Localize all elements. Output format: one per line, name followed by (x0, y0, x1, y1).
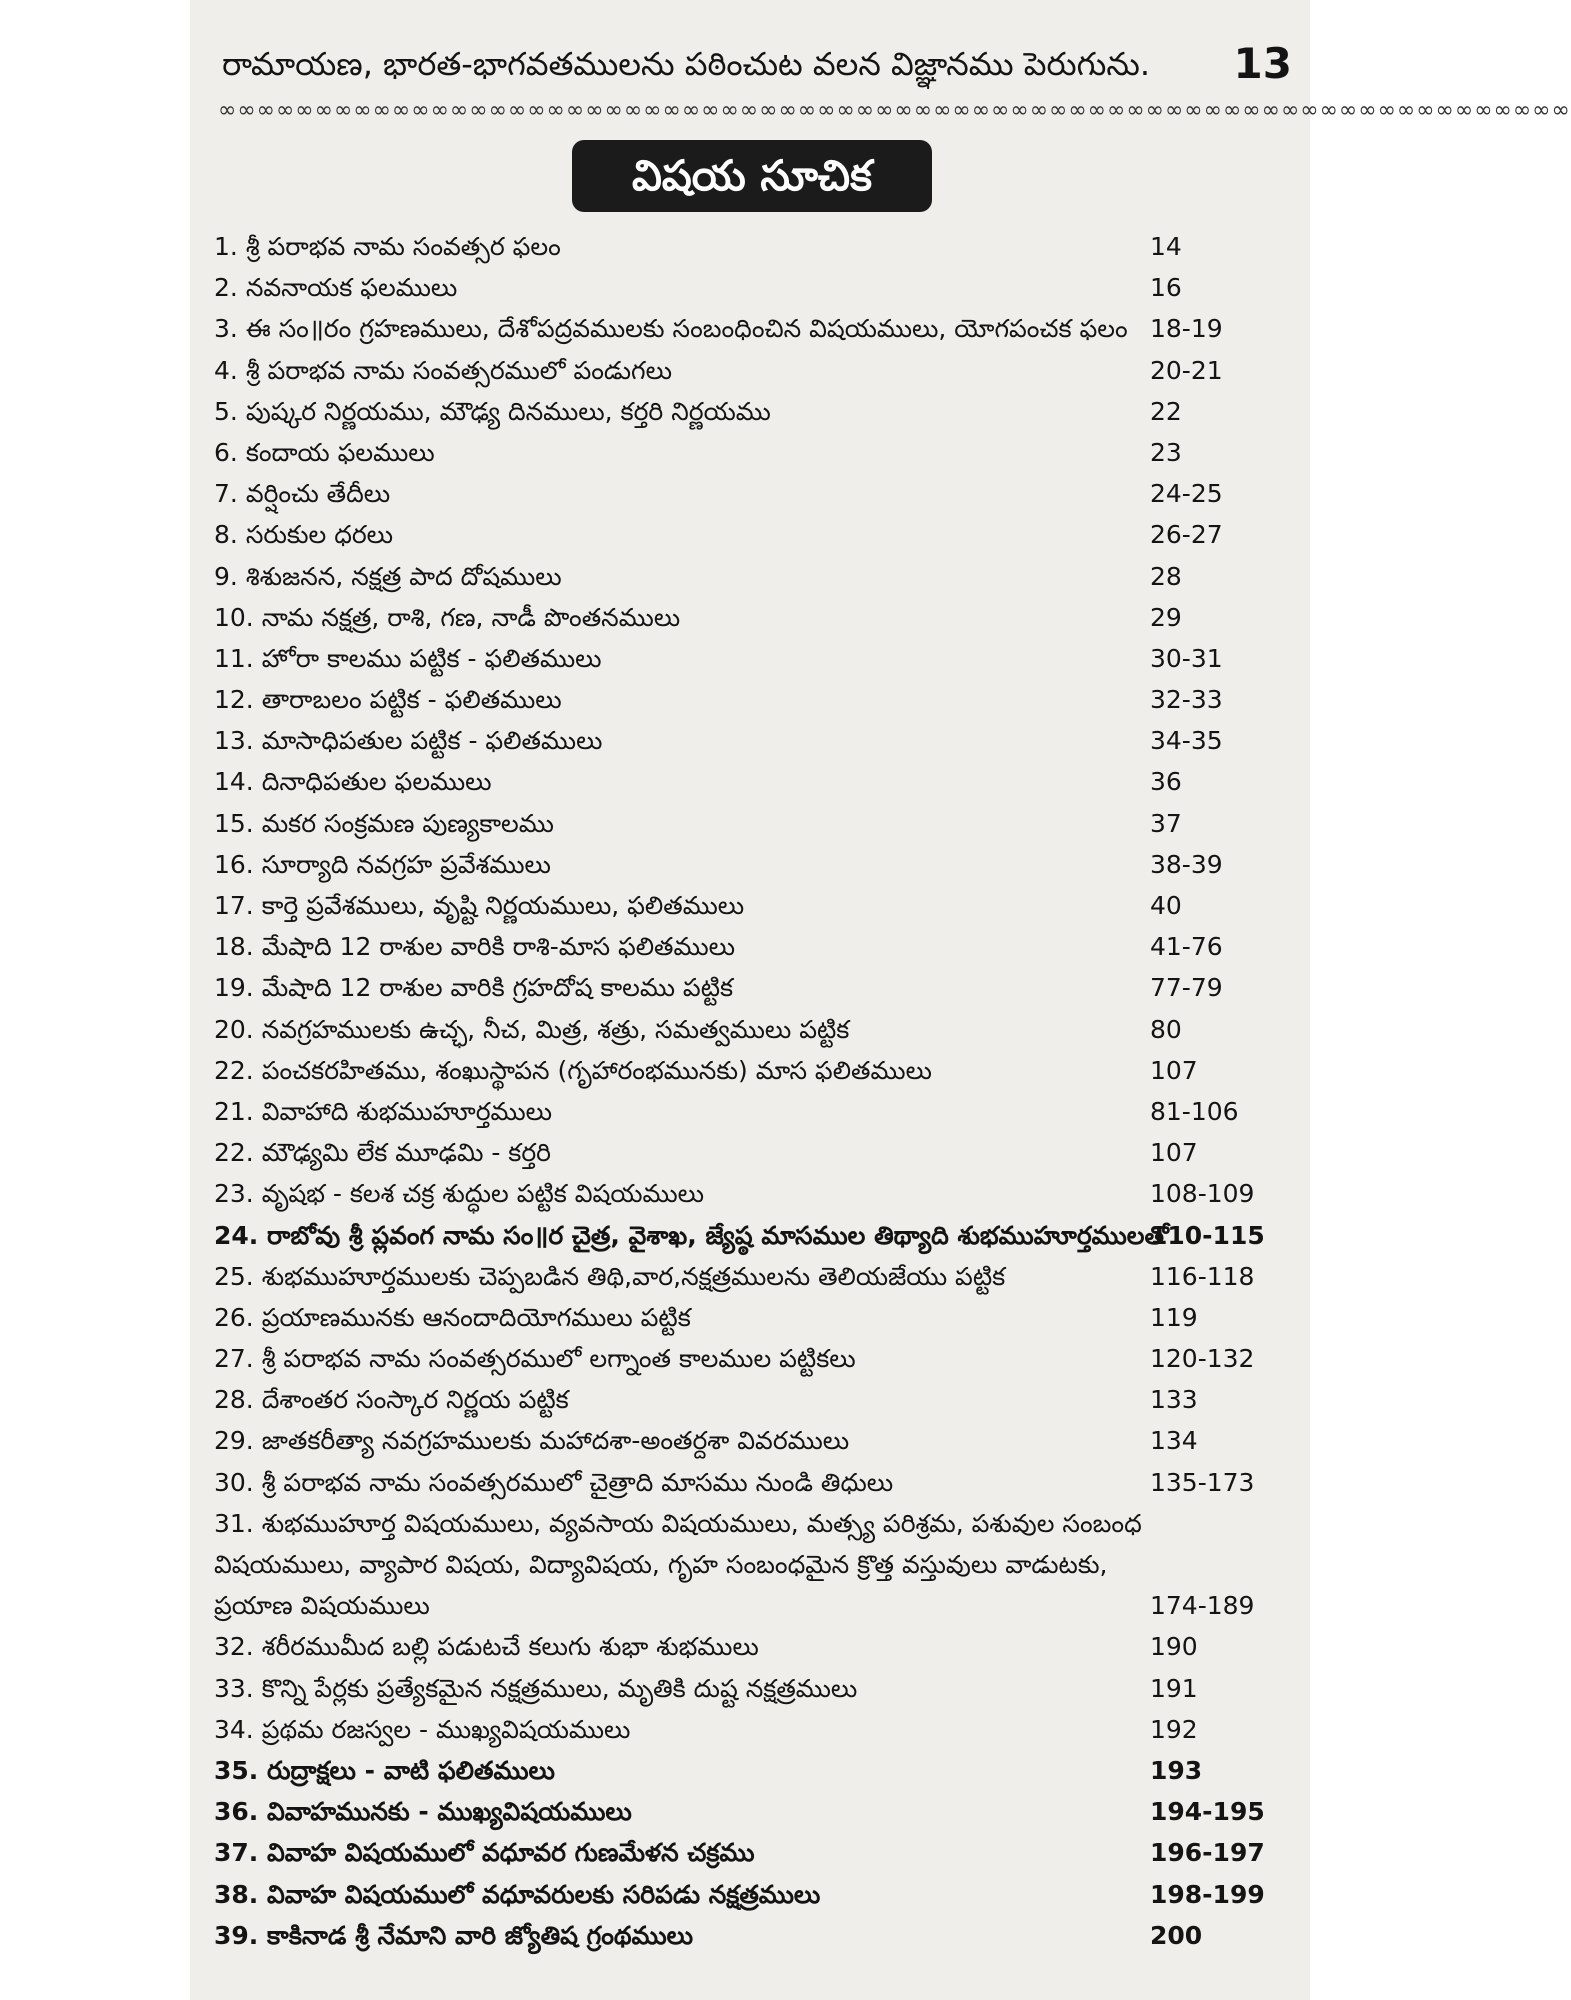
toc-entry-page: 28 (1150, 561, 1182, 591)
toc-entry (214, 514, 1144, 555)
toc-entry-number: 25. (214, 1261, 254, 1291)
toc-entry-title: రాబోవు శ్రీ ప్లవంగ నామ సం॥ర చైత్ర, వైశాఖ, జ్యేష్ఠ మాసముల తిథ్యాది శుభముహూర్తములతో (267, 1220, 1169, 1250)
toc-entry-number: 19. (214, 973, 254, 1003)
toc-entry-title: మౌఢ్యమి లేక మూఢమి - కర్తరి (261, 1138, 552, 1168)
toc-entry-number: 18. (214, 932, 254, 962)
toc-row (214, 1379, 1290, 1420)
toc-entry-page: 34-35 (1150, 726, 1223, 756)
toc-row (214, 885, 1290, 926)
toc-entry-number: 34. (214, 1714, 254, 1744)
toc-entry-number: 15. (214, 808, 254, 838)
toc-entry-title: శ్రీ పరాభవ నామ సంవత్సరములో పండుగలు (245, 355, 673, 385)
toc-row (214, 597, 1290, 638)
toc-entry-number: 3. (214, 314, 238, 344)
toc-entry-number: 5. (214, 396, 238, 426)
toc-entry-title: వివాహమునకు - ముఖ్యవిషయములు (267, 1797, 632, 1827)
toc-entry-page: 30-31 (1150, 643, 1223, 673)
toc-entry-page: 22 (1150, 396, 1182, 426)
toc-row (214, 350, 1290, 391)
toc-entry-title: తారాబలం పట్టిక - ఫలితములు (261, 685, 562, 715)
toc-entry-page: 190 (1150, 1632, 1198, 1662)
toc-row (214, 1832, 1290, 1873)
toc-entry-number: 26. (214, 1302, 254, 1332)
toc-entry-title: జాతకరీత్యా నవగ్రహములకు మహాదశా-అంతర్దశా వివరములు (261, 1426, 850, 1456)
toc-entry (214, 967, 1144, 1008)
toc-row (214, 1503, 1290, 1627)
toc-entry-number: 28. (214, 1385, 254, 1415)
toc-entry-title: కందాయ ఫలములు (245, 437, 435, 467)
toc-entry-page: 20-21 (1150, 355, 1223, 385)
toc-entry-title: శ్రీ పరాభవ నామ సంవత్సరములో చైత్రాది మాసము నుండి తిధులు (261, 1467, 894, 1497)
toc-entry (214, 1338, 1144, 1379)
toc-entry-title: శుభముహూర్తములకు చెప్పబడిన తిథి,వార,నక్షత్రములను తెలియజేయు పట్టిక (261, 1261, 1006, 1291)
toc-entry-page: 14 (1150, 232, 1182, 261)
toc-entry-number: 24. (214, 1220, 259, 1250)
toc-entry-page: 23 (1150, 437, 1182, 467)
toc-entry-page: 32-33 (1150, 685, 1223, 715)
toc-entry-page: 193 (1150, 1755, 1203, 1785)
toc-entry (214, 473, 1144, 514)
toc-entry-number: 27. (214, 1344, 254, 1374)
toc-entry (214, 1668, 1144, 1709)
toc-entry-page: 41-76 (1150, 932, 1223, 962)
toc-row (214, 1256, 1290, 1297)
toc-entry-page: 133 (1150, 1385, 1198, 1415)
toc-entry-number: 1. (214, 232, 238, 261)
toc-row (214, 1338, 1290, 1379)
toc-entry-number: 36. (214, 1797, 259, 1827)
toc-entry (214, 1915, 1144, 1956)
toc-entry-title: మేషాది 12 రాశుల వారికి రాశి-మాస ఫలితములు (261, 932, 735, 962)
toc-entry (214, 1297, 1144, 1338)
toc-row (214, 1050, 1290, 1091)
toc-row (214, 1626, 1290, 1667)
toc-row (214, 1668, 1290, 1709)
toc-entry-number: 32. (214, 1632, 254, 1662)
toc-entry (214, 885, 1144, 926)
toc-entry-number: 22. (214, 1138, 254, 1168)
toc-row (214, 1874, 1290, 1915)
toc-entry-number: 6. (214, 437, 238, 467)
toc-entry-page: 135-173 (1150, 1467, 1255, 1497)
toc-row (214, 308, 1290, 349)
toc-row (214, 391, 1290, 432)
toc-entry-page: 18-19 (1150, 314, 1223, 344)
toc-entry-number: 7. (214, 479, 238, 509)
toc-entry-title: సూర్యాది నవగ్రహ ప్రవేశములు (261, 849, 551, 879)
toc-row (214, 926, 1290, 967)
toc-entry-title: శుభముహూర్త విషయములు, వ్యవసాయ విషయములు, మత్స్య పరిశ్రమ, పశువుల సంబంధ విషయములు, వ్యాపార విషయ, విద్యావిషయ, గృహ సంబంధమైన క్రొత్త వస్తువులు వాడుటకు, ప్రయాణ విషయములు (214, 1508, 1142, 1621)
toc-entry-page: 37 (1150, 808, 1182, 838)
toc-entry-title: ప్రయాణమునకు ఆనందాదియోగములు పట్టిక (261, 1302, 691, 1332)
toc-entry (214, 1215, 1169, 1256)
toc-row (214, 803, 1290, 844)
toc-entry-number: 8. (214, 520, 238, 550)
toc-row (214, 432, 1290, 473)
toc-entry-title: పుష్కర నిర్ణయము, మౌఢ్య దినములు, కర్తరి నిర్ణయము (245, 396, 771, 426)
toc-row (214, 1297, 1290, 1338)
toc-entry-page: 24-25 (1150, 479, 1223, 509)
toc-entry-number: 29. (214, 1426, 254, 1456)
toc-entry (214, 1462, 1144, 1503)
toc-entry-page: 38-39 (1150, 849, 1223, 879)
toc-entry-title: ప్రథమ రజస్వల - ముఖ్యవిషయములు (261, 1714, 631, 1744)
toc-entry (214, 844, 1144, 885)
toc-entry-title: మాసాధిపతుల పట్టిక - ఫలితములు (261, 726, 603, 756)
toc-entry-title: వర్షించు తేదీలు (245, 479, 391, 509)
toc-entry-page: 200 (1150, 1920, 1203, 1950)
toc-row (214, 473, 1290, 514)
toc-entry-page: 196-197 (1150, 1838, 1265, 1868)
toc-entry-title: దేశాంతర సంస్కార నిర్ణయ పట్టిక (261, 1385, 569, 1415)
toc-entry (214, 1173, 1144, 1214)
toc-entry (214, 638, 1144, 679)
toc-entry-title: వివాహ విషయములో వధూవర గుణమేళన చక్రము (267, 1838, 755, 1868)
toc-row (214, 1009, 1290, 1050)
toc-entry-page: 29 (1150, 602, 1182, 632)
toc-entry-title: మకర సంక్రమణ పుణ్యకాలము (261, 808, 554, 838)
page-number: 13 (1233, 39, 1292, 88)
toc-entry (214, 432, 1144, 473)
toc-entry-page: 108-109 (1150, 1179, 1255, 1209)
toc-entry-page: 40 (1150, 891, 1182, 920)
toc-entry (214, 1091, 1144, 1132)
toc-entry-title: కార్తె ప్రవేశములు, వృష్టి నిర్ణయములు, ఫలితములు (261, 891, 745, 920)
toc-entry-page: 191 (1150, 1673, 1198, 1703)
toc-entry (214, 556, 1144, 597)
toc-entry-title: మేషాది 12 రాశుల వారికి గ్రహదోష కాలము పట్టిక (261, 973, 734, 1003)
toc-entry (214, 391, 1144, 432)
toc-entry (214, 1750, 1144, 1791)
toc-entry (214, 1709, 1144, 1750)
toc-row (214, 556, 1290, 597)
toc-entry-number: 37. (214, 1838, 259, 1868)
toc-entry-title: హోరా కాలము పట్టిక - ఫలితములు (261, 643, 602, 673)
toc-entry-page: 16 (1150, 273, 1182, 303)
toc-row (214, 1915, 1290, 1956)
toc-entry-number: 11. (214, 643, 254, 673)
table-of-contents (214, 226, 1290, 1956)
toc-entry (214, 1791, 1144, 1832)
toc-entry-number: 10. (214, 602, 254, 632)
toc-entry-title: శ్రీ పరాభవ నామ సంవత్సరములో లగ్నాంత కాలముల పట్టికలు (261, 1344, 856, 1374)
toc-entry-title: దినాధిపతుల ఫలములు (261, 767, 492, 797)
toc-entry-title: కొన్ని పేర్లకు ప్రత్యేకమైన నక్షత్రములు, మృతికి దుష్ట నక్షత్రములు (261, 1673, 858, 1703)
toc-entry-title: శ్రీ పరాభవ నామ సంవత్సర ఫలం (245, 232, 561, 261)
toc-entry (214, 926, 1144, 967)
toc-entry (214, 1832, 1144, 1873)
toc-entry-page: 198-199 (1150, 1879, 1265, 1909)
toc-entry-title: వివాహ విషయములో వధూవరులకు సరిపడు నక్షత్రములు (267, 1879, 821, 1909)
toc-entry (214, 308, 1144, 349)
toc-entry-page: 107 (1150, 1138, 1198, 1168)
toc-entry-number: 17. (214, 891, 254, 920)
toc-entry-number: 9. (214, 561, 238, 591)
page-header (222, 36, 1292, 92)
toc-entry-number: 30. (214, 1467, 254, 1497)
toc-row (214, 679, 1290, 720)
toc-row (214, 844, 1290, 885)
toc-title: విషయ సూచిక (572, 140, 932, 212)
toc-row (214, 226, 1290, 267)
toc-row (214, 267, 1290, 308)
toc-entry-number: 23. (214, 1179, 254, 1209)
toc-entry (214, 1626, 1144, 1667)
toc-entry-number: 20. (214, 1014, 254, 1044)
toc-entry-title: నవగ్రహములకు ఉచ్ఛ, నీచ, మిత్ర, శత్రు, సమత్వములు పట్టిక (261, 1014, 850, 1044)
toc-entry-number: 31. (214, 1508, 254, 1538)
toc-entry-page: 26-27 (1150, 520, 1223, 550)
toc-entry (214, 1874, 1144, 1915)
toc-row (214, 638, 1290, 679)
toc-entry-title: పంచకరహితము, శంఖుస్థాపన (గృహారంభమునకు) మాస ఫలితములు (261, 1055, 932, 1085)
toc-entry-title: నవనాయక ఫలములు (245, 273, 458, 303)
toc-entry (214, 1503, 1144, 1627)
toc-entry (214, 1379, 1144, 1420)
toc-row (214, 720, 1290, 761)
toc-entry-number: 22. (214, 1055, 254, 1085)
toc-entry-title: నామ నక్షత్ర, రాశి, గణ, నాడీ పొంతనములు (261, 602, 681, 632)
toc-entry-page: 116-118 (1150, 1261, 1255, 1291)
toc-entry-number: 13. (214, 726, 254, 756)
toc-row (214, 1791, 1290, 1832)
toc-entry-number: 39. (214, 1920, 259, 1950)
toc-entry-page: 192 (1150, 1714, 1198, 1744)
toc-row (214, 514, 1290, 555)
toc-entry-title: వృషభ - కలశ చక్ర శుద్ధుల పట్టిక విషయములు (261, 1179, 704, 1209)
toc-entry-number: 21. (214, 1096, 254, 1126)
toc-entry-number: 2. (214, 273, 238, 303)
toc-row (214, 1091, 1290, 1132)
toc-row (214, 1420, 1290, 1461)
toc-entry-page: 120-132 (1150, 1344, 1255, 1374)
toc-entry (214, 1050, 1144, 1091)
toc-entry-page: 77-79 (1150, 973, 1223, 1003)
toc-entry-page: 107 (1150, 1055, 1198, 1085)
toc-entry (214, 350, 1144, 391)
toc-entry-title: శరీరముమీద బల్లి పడుటచే కలుగు శుభా శుభములు (261, 1632, 759, 1662)
toc-entry-page: 80 (1150, 1014, 1182, 1044)
toc-entry (214, 803, 1144, 844)
toc-row (214, 1215, 1290, 1256)
toc-entry (214, 761, 1144, 802)
toc-entry (214, 1256, 1144, 1297)
toc-entry (214, 1132, 1144, 1173)
toc-row (214, 1750, 1290, 1791)
toc-row (214, 1173, 1290, 1214)
toc-entry (214, 267, 1144, 308)
toc-row (214, 1462, 1290, 1503)
toc-entry-page: 81-106 (1150, 1096, 1239, 1126)
toc-entry-page: 36 (1150, 767, 1182, 797)
decorative-border: ∞∞∞∞∞∞∞∞∞∞∞∞∞∞∞∞∞∞∞∞∞∞∞∞∞∞∞∞∞∞∞∞∞∞∞∞∞∞∞∞∞∞∞∞∞∞∞∞∞∞∞∞∞∞∞∞∞∞∞∞∞∞∞∞∞∞∞∞∞∞ (218, 98, 1571, 123)
toc-entry-title: శిశుజనన, నక్షత్ర పాద దోషములు (245, 561, 562, 591)
toc-entry-number: 12. (214, 685, 254, 715)
toc-entry-number: 16. (214, 849, 254, 879)
toc-entry (214, 226, 1144, 267)
toc-row (214, 1132, 1290, 1173)
toc-entry-page: 194-195 (1150, 1797, 1265, 1827)
toc-entry-page: 110-115 (1150, 1220, 1265, 1250)
toc-row (214, 761, 1290, 802)
toc-entry-title: సరుకుల ధరలు (245, 520, 394, 550)
toc-row (214, 1709, 1290, 1750)
toc-entry (214, 597, 1144, 638)
toc-entry-number: 38. (214, 1879, 259, 1909)
toc-entry-title: వివాహాది శుభముహూర్తములు (261, 1096, 553, 1126)
toc-entry-title: కాకినాడ శ్రీ నేమాని వారి జ్యోతిష గ్రంథములు (267, 1920, 694, 1950)
toc-entry-number: 4. (214, 355, 238, 385)
toc-entry (214, 1009, 1144, 1050)
toc-entry-page: 174-189 (1150, 1591, 1255, 1621)
toc-entry (214, 679, 1144, 720)
toc-entry-number: 33. (214, 1673, 254, 1703)
toc-entry-page: 119 (1150, 1302, 1198, 1332)
toc-entry-title: ఈ సం॥రం గ్రహణములు, దేశోపద్రవములకు సంబంధించిన విషయములు, యోగపంచక ఫలం (245, 314, 1128, 344)
toc-entry-number: 14. (214, 767, 254, 797)
toc-row (214, 967, 1290, 1008)
toc-entry (214, 720, 1144, 761)
toc-entry-title: రుద్రాక్షలు - వాటి ఫలితములు (267, 1755, 555, 1785)
header-text: రామాయణ, భారత-భాగవతములను పఠించుట వలన విజ్ఞానము పెరుగును. (222, 45, 1151, 83)
toc-entry (214, 1420, 1144, 1461)
toc-entry-page: 134 (1150, 1426, 1198, 1456)
toc-entry-number: 35. (214, 1755, 259, 1785)
